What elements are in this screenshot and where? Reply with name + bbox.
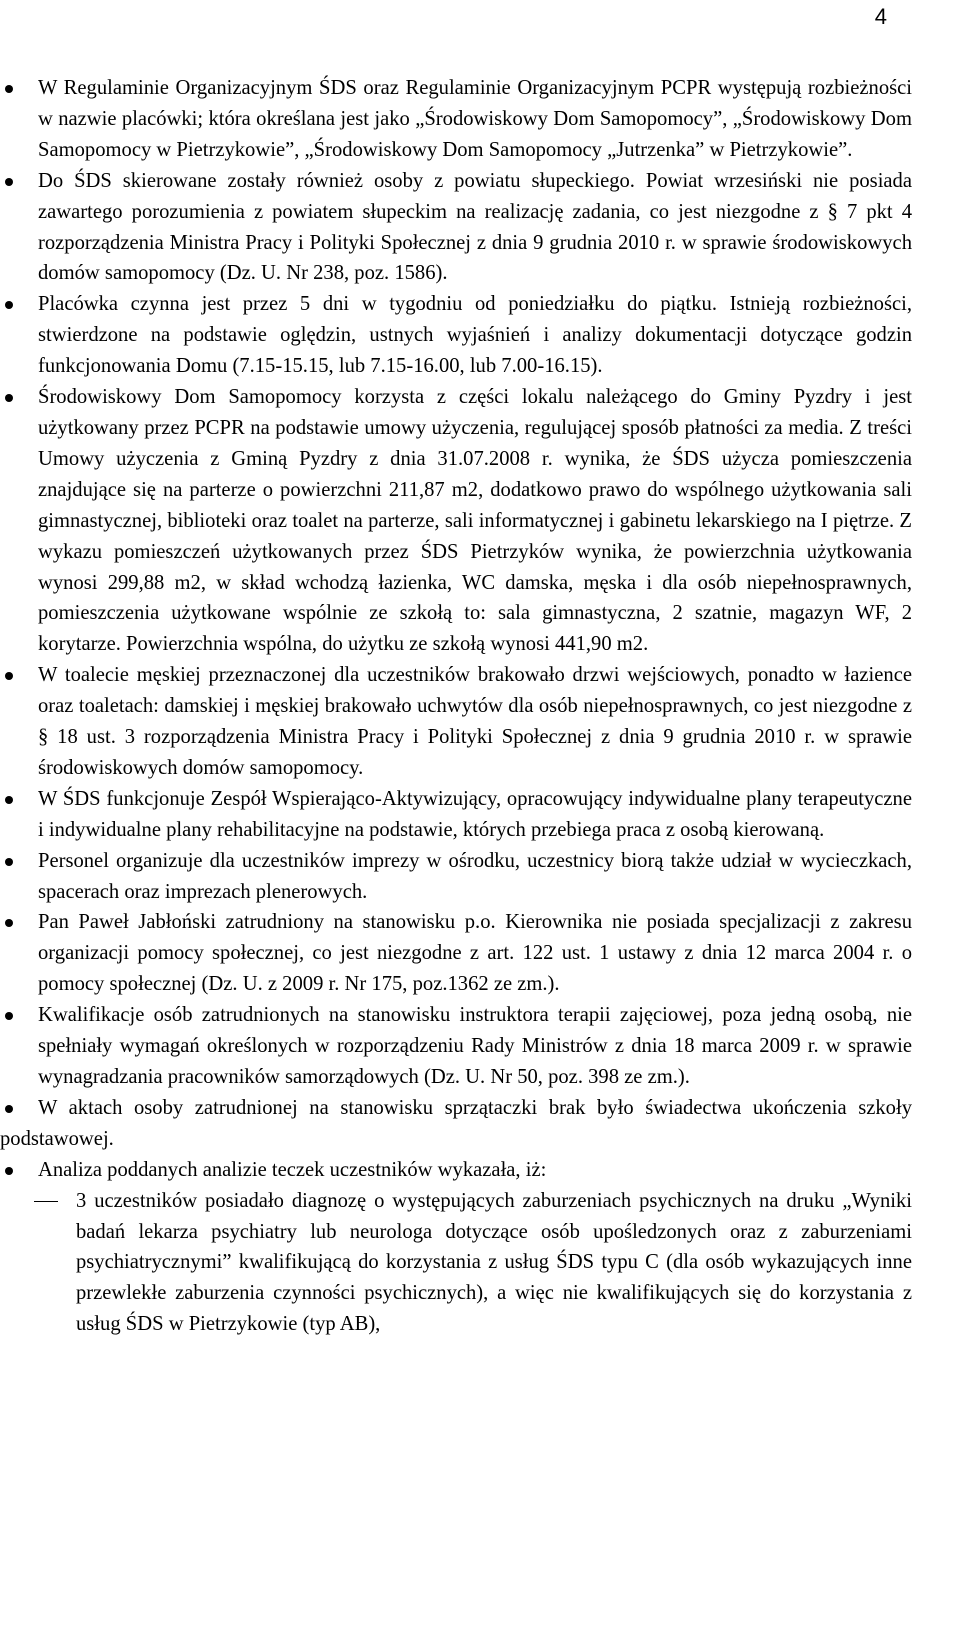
list-item-text: W ŚDS funkcjonuje Zespół Wspierająco-Aktywizujący, opracowujący indywidualne plany terapeutyczne i indywidualne plany rehabilitacyjne na podstawie, których przebiega praca z osobą kierowaną. <box>38 787 912 841</box>
bullet-icon <box>5 178 13 186</box>
bullet-icon <box>5 672 13 680</box>
list-item-text: Do ŚDS skierowane zostały również osoby z powiatu słupeckiego. Powiat wrzesiński nie posiada zawartego porozumienia z powiatem słupeckim na realizację zadania, co jest niezgodne z § 7 pkt 4 rozporządzenia Ministra Pracy i Polityki Społecznej z dnia 9 grudnia 2010 r. w sprawie środowiskowych domów samopomocy (Dz. U. Nr 238, poz. 1586). <box>38 169 912 285</box>
bullet-icon <box>5 1105 13 1113</box>
bullet-icon <box>5 1012 13 1020</box>
list-item-text: W Regulaminie Organizacyjnym ŚDS oraz Regulaminie Organizacyjnym PCPR występują rozbieżności w nazwie placówki; która określana jest jako „Środowiskowy Dom Samopomocy”, „Środowiskowy Dom Samopomocy w Pietrzykowie”, „Środowiskowy Dom Samopomocy „Jutrzenka” w Pietrzykowie”. <box>38 77 912 161</box>
list-item-text: Analiza poddanych analizie teczek uczestników wykazała, iż: <box>38 1158 547 1181</box>
bullet-icon <box>5 85 13 93</box>
bullet-icon <box>5 858 13 866</box>
page-number: 4 <box>874 4 887 29</box>
list-item-text: Placówka czynna jest przez 5 dni w tygodniu od poniedziałku do piątku. Istnieją rozbieżności, stwierdzone na podstawie oględzin, ustnych wyjaśnień i analizy dokumentacji dotyczące godzin funkcjonowania Domu (7.15-15.15, lub 7.15-16.00, lub 7.00-16.15). <box>38 293 912 378</box>
list-item-text: W toalecie męskiej przeznaczonej dla uczestników brakowało drzwi wejściowych, ponadto w łazience oraz toaletach: damskiej i męskiej brakowało uchwytów dla osób niepełnosprawnych, co jest niezgodne z § 18 ust. 3 rozporządzenia Ministra Pracy i Polityki Społecznej z dnia 9 grudnia 2010 r. w sprawie środowiskowych domów samopomocy. <box>38 664 912 779</box>
list-item <box>0 73 960 166</box>
bullet-icon <box>5 394 13 402</box>
list-item <box>0 1000 960 1093</box>
list-item <box>0 1155 960 1186</box>
list-item <box>0 289 960 382</box>
dash-icon <box>34 1201 58 1203</box>
list-item <box>0 1093 960 1155</box>
list-item <box>0 382 960 660</box>
bullet-icon <box>5 301 13 309</box>
sub-list-item <box>0 1186 960 1341</box>
findings-list <box>0 73 960 1340</box>
list-item-text: Środowiskowy Dom Samopomocy korzysta z części lokalu należącego do Gminy Pyzdry i jest użytkowany przez PCPR na podstawie umowy użyczenia, regulującej sposób płatności za media. Z treści Umowy użyczenia z Gminą Pyzdry z dnia 31.07.2008 r. wynika, że ŚDS użycza pomieszczenia znajdujące się na parterze o powierzchni 211,87 m2, dodatkowo prawo do wspólnego użytkowania sali gimnastycznej, biblioteki oraz toalet na parterze, sali informatycznej i gabinetu lekarskiego na I piętrze. Z wykazu pomieszczeń użytkowanych przez ŚDS Pietrzyków wynika, że powierzchnia użytkowania wynosi 299,88 m2, w skład wchodzą łazienka, WC damska, męska i dla osób niepełnosprawnych, pomieszczenia użytkowane wspólnie ze szkołą to: sala gimnastyczna, 2 szatnie, magazyn WF, 2 korytarze. Powierzchnia wspólna, do użytku ze szkołą wynosi 441,90 m2. <box>38 386 912 656</box>
bullet-icon <box>5 919 13 927</box>
list-item-text: W aktach osoby zatrudnionej na stanowisku sprzątaczki brak było świadectwa ukończenia szkoły podstawowej. <box>0 1096 912 1150</box>
bullet-icon <box>5 796 13 804</box>
bullet-icon <box>5 1167 13 1175</box>
list-item <box>0 660 960 784</box>
list-item <box>0 846 960 908</box>
list-item <box>0 907 960 1000</box>
list-item-text: Pan Paweł Jabłoński zatrudniony na stanowisku p.o. Kierownika nie posiada specjalizacji z zakresu organizacji pomocy społecznej, co jest niezgodne z art. 122 ust. 1 ustawy z dnia 12 marca 2004 r. o pomocy społecznej (Dz. U. z 2009 r. Nr 175, poz.1362 ze zm.). <box>38 911 912 996</box>
sub-list-item-text: 3 uczestników posiadało diagnozę o występujących zaburzeniach psychicznych na druku „Wyniki badań lekarza psychiatry lub neurologa dotyczące osób upośledzonych oraz z zaburzeniami psychiatrycznymi” kwalifikującą do korzystania z usług ŚDS typu C (dla osób wykazujących inne przewlekłe zaburzenia czynności psychicznych), a więc nie kwalifikujących się do korzystania z usług ŚDS w Pietrzykowie (typ AB), <box>76 1189 912 1336</box>
list-item-text: Personel organizuje dla uczestników imprezy w ośrodku, uczestnicy biorą także udział w wycieczkach, spacerach oraz imprezach plenerowych. <box>38 849 912 903</box>
list-item <box>0 166 960 290</box>
list-item-text: Kwalifikacje osób zatrudnionych na stanowisku instruktora terapii zajęciowej, poza jedną osobą, nie spełniały wymagań określonych w rozporządzeniu Rady Ministrów z dnia 18 marca 2009 r. w sprawie wynagradzania pracowników samorządowych (Dz. U. Nr 50, poz. 398 ze zm.). <box>38 1004 912 1088</box>
list-item <box>0 784 960 846</box>
